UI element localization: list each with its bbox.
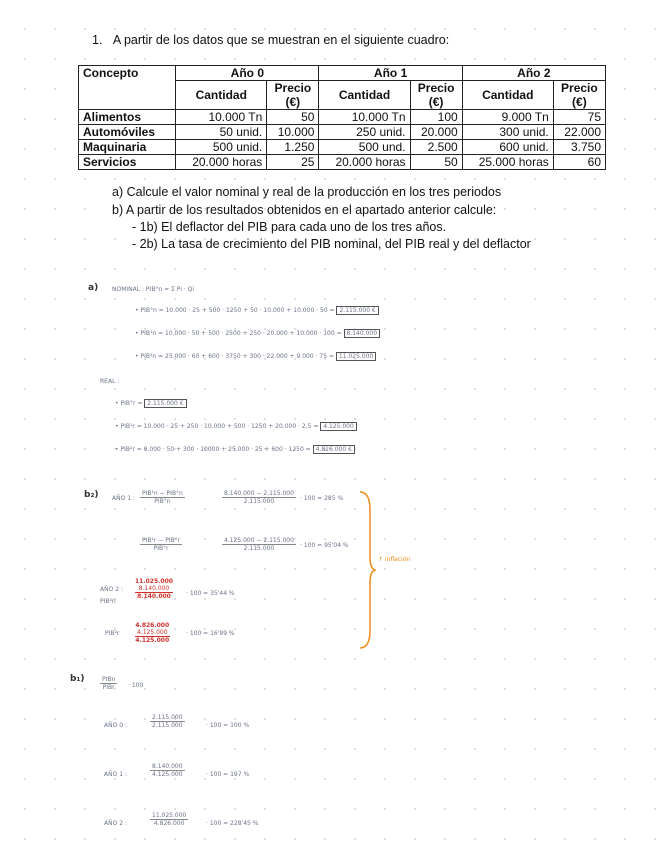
- subquestion-b1: - 1b) El deflactor del PIB para cada uno de los tres años.: [132, 220, 447, 234]
- real-growth-values: $\frac{4.125.000 - 2.115.000}{2.115.000}$: [224, 537, 294, 552]
- real-growth-result: · 100 = 95'04 %: [300, 542, 349, 549]
- table-row: [79, 140, 606, 155]
- table-header-row: [79, 66, 606, 81]
- growth-year1-result: · 100 = 285 %: [300, 495, 344, 502]
- real-title: REAL :: [100, 378, 120, 385]
- price-cell: 2.500: [410, 140, 462, 155]
- question-title: [92, 33, 449, 47]
- deflator-year1-result: · 100 = 197 %: [206, 771, 250, 778]
- label-a: a): [88, 283, 99, 293]
- price-cell: 10.000: [267, 125, 319, 140]
- deflator-year2-result: · 100 = 228'45 %: [206, 820, 259, 827]
- deflator-year1-values: $\frac{8.140.000}{4.125.000}$: [152, 763, 183, 778]
- qty-cell: 500 unid.: [176, 140, 267, 155]
- price-cell: 22.000: [553, 125, 605, 140]
- qty-header: Cantidad: [319, 81, 410, 110]
- year2-header: Año 2: [462, 66, 605, 81]
- real-year1-result: 4.125.000: [320, 422, 357, 431]
- qty-cell: 250 unid.: [319, 125, 410, 140]
- concept-cell: Automóviles: [79, 125, 176, 140]
- subquestion-a: a) Calcule el valor nominal y real de la producción en los tres periodos: [112, 185, 502, 199]
- price-cell: 75: [553, 110, 605, 125]
- qty-cell: 300 unid.: [462, 125, 553, 140]
- price-cell: 25: [267, 155, 319, 170]
- subquestion-b: b) A partir de los resultados obtenidos en el apartado anterior calcule:: [112, 203, 497, 217]
- deflator-year0-label: AÑO 0 :: [104, 722, 127, 729]
- concept-cell: Servicios: [79, 155, 176, 170]
- growth-year2-values: 11.025.000 8.140.000 8.140.000: [135, 578, 173, 600]
- price-cell: 60: [553, 155, 605, 170]
- qty-cell: 9.000 Tn: [462, 110, 553, 125]
- qty-cell: 10.000 Tn: [176, 110, 267, 125]
- deflator-year0-result: · 100 = 100 %: [206, 722, 250, 729]
- label-b2: b₂): [84, 490, 99, 500]
- inflation-note: ↑ inflación: [378, 556, 411, 563]
- deflator-year2-label: AÑO 2 :: [104, 820, 127, 827]
- real-year1: • PIB¹r = 10.000 · 25 + 250 · 10.000 + 500 · 1250 + 20.000 · 2,5 = 4.125.000: [115, 423, 357, 430]
- price-cell: 50: [267, 110, 319, 125]
- real-year0-result: 2.115.000 €: [144, 399, 186, 408]
- price-cell: 1.250: [267, 140, 319, 155]
- qty-cell: 20.000 horas: [176, 155, 267, 170]
- table-row: [79, 110, 606, 125]
- qty-cell: 10.000 Tn: [319, 110, 410, 125]
- real-year2-result: 4.826.000 €: [313, 445, 355, 454]
- subquestion-b2: - 2b) La tasa de crecimiento del PIB nominal, del PIB real y del deflactor: [132, 237, 531, 251]
- qty-cell: 20.000 horas: [319, 155, 410, 170]
- growth-year1-label: AÑO 1 :: [112, 495, 135, 502]
- pibr-values: 4.826.000 4.125.000 4.125.000: [135, 622, 170, 644]
- qty-header: Cantidad: [176, 81, 267, 110]
- year0-header: Año 0: [176, 66, 319, 81]
- table-row: [79, 155, 606, 170]
- nominal-title: NOMINAL : PIB°n = Σ Pi · Qi: [112, 286, 195, 293]
- data-table: [78, 65, 606, 170]
- pibr-label: PIB²r: [105, 630, 120, 637]
- price-cell: 3.750: [553, 140, 605, 155]
- qty-cell: 500 und.: [319, 140, 410, 155]
- growth-year2-sub: PIB²n: [100, 598, 116, 605]
- concept-cell: Alimentos: [79, 110, 176, 125]
- label-b1: b₁): [70, 674, 85, 684]
- question-text: A partir de los datos que se muestran en el siguiente cuadro:: [112, 33, 450, 47]
- growth-year1-values: $\frac{8.140.000 - 2.115.000}{2.115.000}$: [224, 490, 294, 505]
- deflator-year1-label: AÑO 1 :: [104, 771, 127, 778]
- deflator-year2-values: $\frac{11.025.000}{4.826.000}$: [152, 812, 187, 827]
- price-header: Precio (€): [410, 81, 462, 110]
- deflator-times: · 100: [128, 682, 144, 689]
- price-header: Precio (€): [553, 81, 605, 110]
- growth-year2-label: AÑO 2 :: [100, 586, 123, 593]
- year1-header: Año 1: [319, 66, 462, 81]
- nominal-year1-result: 8.140.000: [344, 329, 381, 338]
- growth-year2-result: · 100 = 35'44 %: [186, 590, 235, 597]
- real-year0: • PIB°r = 2.115.000 €: [115, 400, 187, 407]
- table-row: [79, 125, 606, 140]
- price-cell: 20.000: [410, 125, 462, 140]
- nominal-year2: • PIB²n = 25.000 · 60 + 600 · 3750 + 300 · 22.000 + 9.000 · 75 = 11.025.000: [135, 353, 376, 360]
- deflator-formula: PIBn PIBr: [102, 676, 116, 691]
- question-number: 1.: [92, 33, 103, 47]
- nominal-year1: • PIB¹n = 10.000 · 50 + 500 · 2500 + 250 · 20.000 + 10.000 · 100 = 8.140.000: [135, 330, 380, 337]
- qty-header: Cantidad: [462, 81, 553, 110]
- bracket-icon: [358, 490, 376, 650]
- qty-cell: 50 unid.: [176, 125, 267, 140]
- concept-cell: Maquinaria: [79, 140, 176, 155]
- real-year2: • PIB²r = 9.000 · 50 + 300 · 10000 + 25.000 · 25 + 600 · 1250 = 4.826.000 €: [115, 446, 355, 453]
- price-header: Precio (€): [267, 81, 319, 110]
- deflator-year0-values: $\frac{2.115.000}{2.115.000}$: [152, 714, 183, 729]
- price-cell: 50: [410, 155, 462, 170]
- real-growth-formula: PIB¹r − PIB°r PIB°r: [142, 537, 181, 552]
- nominal-year2-result: 11.025.000: [336, 352, 376, 361]
- concept-header: Concepto: [79, 66, 176, 110]
- price-cell: 100: [410, 110, 462, 125]
- qty-cell: 25.000 horas: [462, 155, 553, 170]
- qty-cell: 600 unid.: [462, 140, 553, 155]
- pibr-result: · 100 = 16'99 %: [186, 630, 235, 637]
- growth-year1-formula: PIB¹n − PIB°n PIB°n: [142, 490, 183, 505]
- nominal-year0: • PIB°n = 10.000 · 25 + 500 · 1250 + 50 · 10.000 + 10.000 · 50 = 2.115.000 €: [135, 307, 379, 314]
- nominal-year0-result: 2.115.000 €: [336, 306, 378, 315]
